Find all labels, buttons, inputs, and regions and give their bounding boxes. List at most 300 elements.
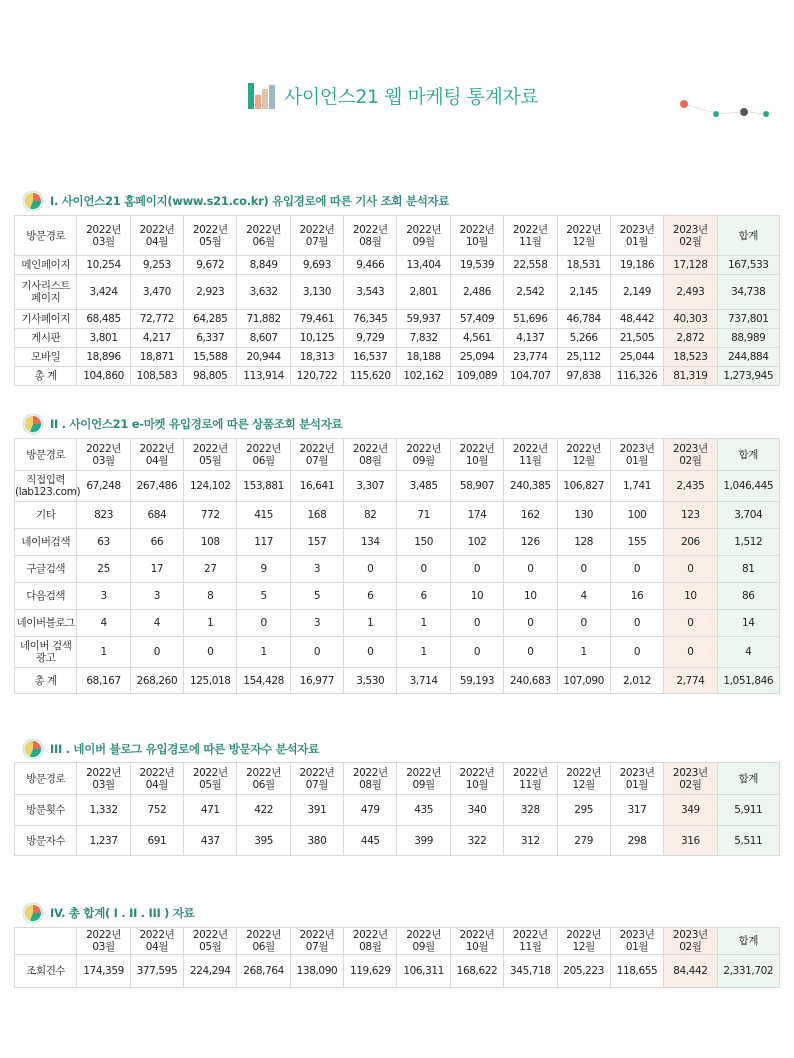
- value-cell: 312: [504, 826, 557, 856]
- value-cell: 18,523: [664, 348, 717, 367]
- value-cell: 349: [664, 795, 717, 826]
- value-cell: 7,832: [397, 329, 450, 348]
- value-cell: 279: [557, 826, 610, 856]
- header-cell-month: 2022년 10월: [450, 928, 503, 955]
- value-cell: 174: [450, 502, 503, 529]
- header-cell-month: 2022년 12월: [557, 216, 610, 256]
- value-cell: 479: [344, 795, 397, 826]
- value-cell: 0: [664, 610, 717, 637]
- value-cell: 0: [610, 610, 663, 637]
- table-row: [15, 583, 780, 610]
- value-cell: 57,409: [450, 310, 503, 329]
- value-cell: 17: [130, 556, 183, 583]
- header-cell-month: 2022년 08월: [344, 928, 397, 955]
- header-cell-month: 2022년 12월: [557, 928, 610, 955]
- header-cell-route: 방문경로: [15, 763, 77, 795]
- total-cell: 1,512: [717, 529, 779, 556]
- value-cell: 8,849: [237, 256, 290, 275]
- table-row: [15, 610, 780, 637]
- row-label: 기사페이지: [15, 310, 77, 329]
- section-pie-icon: [22, 190, 44, 212]
- value-cell: 3,307: [344, 471, 397, 502]
- value-cell: 2,149: [610, 275, 663, 310]
- value-cell: 154,428: [237, 668, 290, 694]
- value-cell: 9,693: [290, 256, 343, 275]
- header-cell-month: 2022년 05월: [184, 928, 237, 955]
- header-cell-month: 2022년 03월: [77, 439, 130, 471]
- value-cell: 15,588: [184, 348, 237, 367]
- value-cell: 19,186: [610, 256, 663, 275]
- value-cell: 0: [610, 637, 663, 668]
- value-cell: 340: [450, 795, 503, 826]
- total-cell: 81: [717, 556, 779, 583]
- value-cell: 16: [610, 583, 663, 610]
- row-label: 방문횟수: [15, 795, 77, 826]
- value-cell: 267,486: [130, 471, 183, 502]
- value-cell: 16,977: [290, 668, 343, 694]
- header-cell-month: 2023년 02월: [664, 216, 717, 256]
- value-cell: 82: [344, 502, 397, 529]
- value-cell: 4: [130, 610, 183, 637]
- value-cell: 4: [77, 610, 130, 637]
- section-pie-icon: [22, 413, 44, 435]
- value-cell: 162: [504, 502, 557, 529]
- row-label: 네이버검색: [15, 529, 77, 556]
- value-cell: 1: [77, 637, 130, 668]
- value-cell: 25,112: [557, 348, 610, 367]
- header-cell-month: 2022년 10월: [450, 439, 503, 471]
- value-cell: 3,543: [344, 275, 397, 310]
- value-cell: 104,860: [77, 367, 130, 386]
- header-cell-month: 2022년 04월: [130, 439, 183, 471]
- table-row: [15, 955, 780, 988]
- row-label: 네이버블로그: [15, 610, 77, 637]
- value-cell: 17,128: [664, 256, 717, 275]
- header-cell-month: 2022년 11월: [504, 439, 557, 471]
- value-cell: 0: [237, 610, 290, 637]
- value-cell: 0: [504, 556, 557, 583]
- header-cell-month: 2022년 05월: [184, 216, 237, 256]
- value-cell: 102: [450, 529, 503, 556]
- value-cell: 19,539: [450, 256, 503, 275]
- value-cell: 25: [77, 556, 130, 583]
- value-cell: 3,424: [77, 275, 130, 310]
- value-cell: 64,285: [184, 310, 237, 329]
- row-label: 게시판: [15, 329, 77, 348]
- value-cell: 124,102: [184, 471, 237, 502]
- header-cell-month: 2022년 10월: [450, 763, 503, 795]
- value-cell: 174,359: [77, 955, 130, 988]
- value-cell: 9,466: [344, 256, 397, 275]
- value-cell: 9,672: [184, 256, 237, 275]
- value-cell: 0: [557, 610, 610, 637]
- value-cell: 18,313: [290, 348, 343, 367]
- stats-table: [14, 215, 780, 386]
- value-cell: 153,881: [237, 471, 290, 502]
- header-cell-month: 2022년 11월: [504, 216, 557, 256]
- value-cell: 108,583: [130, 367, 183, 386]
- header-cell-month: 2022년 12월: [557, 439, 610, 471]
- section-title: [22, 738, 319, 760]
- value-cell: 2,493: [664, 275, 717, 310]
- header-cell-month: 2022년 09월: [397, 928, 450, 955]
- value-cell: 9,253: [130, 256, 183, 275]
- value-cell: 1: [344, 610, 397, 637]
- value-cell: 0: [344, 637, 397, 668]
- section-title-text: II . 사이언스21 e-마켓 유입경로에 따른 상품조회 분석자료: [50, 417, 343, 431]
- stats-table: [14, 438, 780, 694]
- value-cell: 0: [664, 637, 717, 668]
- value-cell: 5: [237, 583, 290, 610]
- header-cell-total: 합계: [717, 928, 779, 955]
- value-cell: 6,337: [184, 329, 237, 348]
- total-cell: 244,884: [717, 348, 779, 367]
- value-cell: 380: [290, 826, 343, 856]
- header-cell-month: 2022년 07월: [290, 216, 343, 256]
- row-label: 총 계: [15, 668, 77, 694]
- header-cell-month: 2022년 03월: [77, 763, 130, 795]
- value-cell: 100: [610, 502, 663, 529]
- value-cell: 118,655: [610, 955, 663, 988]
- header-cell-month: 2022년 06월: [237, 439, 290, 471]
- value-cell: 2,801: [397, 275, 450, 310]
- value-cell: 316: [664, 826, 717, 856]
- row-label: 기타: [15, 502, 77, 529]
- total-cell: 1,046,445: [717, 471, 779, 502]
- value-cell: 138,090: [290, 955, 343, 988]
- value-cell: 0: [130, 637, 183, 668]
- header-cell-month: 2022년 10월: [450, 216, 503, 256]
- value-cell: 0: [290, 637, 343, 668]
- row-label: 메인페이지: [15, 256, 77, 275]
- total-cell: 14: [717, 610, 779, 637]
- value-cell: 3,632: [237, 275, 290, 310]
- value-cell: 0: [610, 556, 663, 583]
- value-cell: 115,620: [344, 367, 397, 386]
- header-cell-month: 2022년 07월: [290, 763, 343, 795]
- value-cell: 1,741: [610, 471, 663, 502]
- header-cell-total: 합계: [717, 216, 779, 256]
- value-cell: 5,266: [557, 329, 610, 348]
- total-cell: 88,989: [717, 329, 779, 348]
- value-cell: 0: [504, 637, 557, 668]
- value-cell: 18,896: [77, 348, 130, 367]
- value-cell: 1: [237, 637, 290, 668]
- value-cell: 81,319: [664, 367, 717, 386]
- value-cell: 10,125: [290, 329, 343, 348]
- value-cell: 71,882: [237, 310, 290, 329]
- value-cell: 377,595: [130, 955, 183, 988]
- value-cell: 295: [557, 795, 610, 826]
- value-cell: 691: [130, 826, 183, 856]
- value-cell: 391: [290, 795, 343, 826]
- value-cell: 268,764: [237, 955, 290, 988]
- total-cell: 2,331,702: [717, 955, 779, 988]
- value-cell: 128: [557, 529, 610, 556]
- value-cell: 106,827: [557, 471, 610, 502]
- stats-table: [14, 927, 780, 988]
- total-cell: 1,273,945: [717, 367, 779, 386]
- value-cell: 1: [397, 610, 450, 637]
- value-cell: 0: [344, 556, 397, 583]
- value-cell: 3,130: [290, 275, 343, 310]
- table-row: [15, 275, 780, 310]
- value-cell: 240,683: [504, 668, 557, 694]
- value-cell: 126: [504, 529, 557, 556]
- value-cell: 48,442: [610, 310, 663, 329]
- value-cell: 116,326: [610, 367, 663, 386]
- value-cell: 8,607: [237, 329, 290, 348]
- value-cell: 0: [397, 556, 450, 583]
- header-cell-month: 2022년 06월: [237, 928, 290, 955]
- decorative-graphic-icon: [668, 100, 780, 130]
- header-cell-month: 2022년 08월: [344, 216, 397, 256]
- value-cell: 23,774: [504, 348, 557, 367]
- value-cell: 13,404: [397, 256, 450, 275]
- total-cell: 86: [717, 583, 779, 610]
- value-cell: 0: [664, 556, 717, 583]
- value-cell: 4,137: [504, 329, 557, 348]
- section-title: [22, 413, 342, 435]
- header-cell-month: 2022년 08월: [344, 439, 397, 471]
- value-cell: 16,641: [290, 471, 343, 502]
- value-cell: 322: [450, 826, 503, 856]
- table-row: [15, 256, 780, 275]
- total-cell: 3,704: [717, 502, 779, 529]
- header-cell-month: 2023년 01월: [610, 928, 663, 955]
- value-cell: 9,729: [344, 329, 397, 348]
- stats-table: [14, 762, 780, 856]
- value-cell: 3: [290, 610, 343, 637]
- value-cell: 130: [557, 502, 610, 529]
- value-cell: 18,188: [397, 348, 450, 367]
- value-cell: 59,937: [397, 310, 450, 329]
- value-cell: 84,442: [664, 955, 717, 988]
- value-cell: 0: [504, 610, 557, 637]
- value-cell: 168,622: [450, 955, 503, 988]
- value-cell: 5: [290, 583, 343, 610]
- value-cell: 150: [397, 529, 450, 556]
- table-row: [15, 329, 780, 348]
- value-cell: 2,542: [504, 275, 557, 310]
- table-header-row: [15, 928, 780, 955]
- row-label: 직접입력 (lab123.com): [15, 471, 77, 502]
- value-cell: 1: [557, 637, 610, 668]
- total-cell: 4: [717, 637, 779, 668]
- total-cell: 5,511: [717, 826, 779, 856]
- value-cell: 97,838: [557, 367, 610, 386]
- row-label: 기사리스트 페이지: [15, 275, 77, 310]
- section-title-text: IV. 총 합계( I . II . III ) 자료: [50, 906, 195, 920]
- value-cell: 205,223: [557, 955, 610, 988]
- header-cell-route: [15, 928, 77, 955]
- value-cell: 113,914: [237, 367, 290, 386]
- header-cell-month: 2022년 03월: [77, 928, 130, 955]
- value-cell: 471: [184, 795, 237, 826]
- value-cell: 18,531: [557, 256, 610, 275]
- value-cell: 224,294: [184, 955, 237, 988]
- value-cell: 415: [237, 502, 290, 529]
- value-cell: 20,944: [237, 348, 290, 367]
- total-cell: 167,533: [717, 256, 779, 275]
- value-cell: 108: [184, 529, 237, 556]
- section-pie-icon: [22, 902, 44, 924]
- section-title-text: III . 네이버 블로그 유입경로에 따른 방문자수 분석자료: [50, 742, 319, 756]
- page-title: 사이언스21 웹 마케팅 통계자료: [284, 85, 539, 108]
- table-row: [15, 502, 780, 529]
- value-cell: 109,089: [450, 367, 503, 386]
- value-cell: 25,094: [450, 348, 503, 367]
- value-cell: 399: [397, 826, 450, 856]
- table-header-row: [15, 763, 780, 795]
- value-cell: 345,718: [504, 955, 557, 988]
- value-cell: 0: [450, 556, 503, 583]
- value-cell: 18,871: [130, 348, 183, 367]
- value-cell: 1,332: [77, 795, 130, 826]
- header-cell-month: 2022년 12월: [557, 763, 610, 795]
- value-cell: 168: [290, 502, 343, 529]
- header-cell-month: 2023년 02월: [664, 928, 717, 955]
- header-cell-month: 2023년 01월: [610, 216, 663, 256]
- total-cell: 1,051,846: [717, 668, 779, 694]
- value-cell: 1: [397, 637, 450, 668]
- value-cell: 98,805: [184, 367, 237, 386]
- header-cell-month: 2023년 01월: [610, 763, 663, 795]
- value-cell: 684: [130, 502, 183, 529]
- header-cell-route: 방문경로: [15, 216, 77, 256]
- value-cell: 10: [664, 583, 717, 610]
- value-cell: 76,345: [344, 310, 397, 329]
- header-cell-month: 2023년 02월: [664, 439, 717, 471]
- value-cell: 0: [557, 556, 610, 583]
- row-label: 조회건수: [15, 955, 77, 988]
- value-cell: 422: [237, 795, 290, 826]
- header-cell-month: 2023년 02월: [664, 763, 717, 795]
- header-cell-route: 방문경로: [15, 439, 77, 471]
- header-cell-month: 2022년 03월: [77, 216, 130, 256]
- value-cell: 395: [237, 826, 290, 856]
- header-cell-month: 2022년 09월: [397, 763, 450, 795]
- value-cell: 10,254: [77, 256, 130, 275]
- value-cell: 125,018: [184, 668, 237, 694]
- value-cell: 117: [237, 529, 290, 556]
- header-cell-month: 2022년 07월: [290, 439, 343, 471]
- value-cell: 2,923: [184, 275, 237, 310]
- value-cell: 4,561: [450, 329, 503, 348]
- total-cell: 34,738: [717, 275, 779, 310]
- row-label: 모바일: [15, 348, 77, 367]
- table-row: [15, 529, 780, 556]
- row-label: 총 계: [15, 367, 77, 386]
- value-cell: 437: [184, 826, 237, 856]
- value-cell: 10: [450, 583, 503, 610]
- value-cell: 123: [664, 502, 717, 529]
- header-cell-month: 2022년 06월: [237, 216, 290, 256]
- value-cell: 240,385: [504, 471, 557, 502]
- header-cell-month: 2022년 06월: [237, 763, 290, 795]
- table-row: [15, 471, 780, 502]
- header-cell-total: 합계: [717, 439, 779, 471]
- value-cell: 22,558: [504, 256, 557, 275]
- value-cell: 66: [130, 529, 183, 556]
- value-cell: 0: [450, 610, 503, 637]
- value-cell: 6: [344, 583, 397, 610]
- bar-chart-logo-icon: [248, 81, 278, 109]
- value-cell: 120,722: [290, 367, 343, 386]
- table-row: [15, 795, 780, 826]
- value-cell: 16,537: [344, 348, 397, 367]
- value-cell: 3: [130, 583, 183, 610]
- total-cell: 5,911: [717, 795, 779, 826]
- value-cell: 106,311: [397, 955, 450, 988]
- header-cell-total: 합계: [717, 763, 779, 795]
- value-cell: 25,044: [610, 348, 663, 367]
- header-cell-month: 2022년 09월: [397, 439, 450, 471]
- value-cell: 435: [397, 795, 450, 826]
- value-cell: 58,907: [450, 471, 503, 502]
- row-label: 네이버 검색 광고: [15, 637, 77, 668]
- header-cell-month: 2023년 01월: [610, 439, 663, 471]
- value-cell: 3: [290, 556, 343, 583]
- value-cell: 2,872: [664, 329, 717, 348]
- table-row: [15, 637, 780, 668]
- table-row: [15, 668, 780, 694]
- header-cell-month: 2022년 07월: [290, 928, 343, 955]
- value-cell: 134: [344, 529, 397, 556]
- value-cell: 9: [237, 556, 290, 583]
- value-cell: 206: [664, 529, 717, 556]
- value-cell: 317: [610, 795, 663, 826]
- table-row: [15, 348, 780, 367]
- value-cell: 119,629: [344, 955, 397, 988]
- header-cell-month: 2022년 09월: [397, 216, 450, 256]
- value-cell: 268,260: [130, 668, 183, 694]
- header-cell-month: 2022년 05월: [184, 439, 237, 471]
- value-cell: 752: [130, 795, 183, 826]
- header-cell-month: 2022년 04월: [130, 763, 183, 795]
- table-header-row: [15, 439, 780, 471]
- section-title: [22, 190, 449, 212]
- table-row: [15, 556, 780, 583]
- value-cell: 72,772: [130, 310, 183, 329]
- value-cell: 2,774: [664, 668, 717, 694]
- header-cell-month: 2022년 05월: [184, 763, 237, 795]
- value-cell: 3,801: [77, 329, 130, 348]
- page-title-area: [248, 80, 538, 110]
- value-cell: 2,435: [664, 471, 717, 502]
- section-title-text: I. 사이언스21 홈페이지(www.s21.co.kr) 유입경로에 따른 기사 조회 분석자료: [50, 194, 450, 208]
- value-cell: 79,461: [290, 310, 343, 329]
- row-label: 방문자수: [15, 826, 77, 856]
- header-cell-month: 2022년 08월: [344, 763, 397, 795]
- value-cell: 68,485: [77, 310, 130, 329]
- value-cell: 0: [184, 637, 237, 668]
- value-cell: 21,505: [610, 329, 663, 348]
- table-row: [15, 310, 780, 329]
- value-cell: 4,217: [130, 329, 183, 348]
- value-cell: 445: [344, 826, 397, 856]
- value-cell: 3,530: [344, 668, 397, 694]
- value-cell: 104,707: [504, 367, 557, 386]
- value-cell: 71: [397, 502, 450, 529]
- value-cell: 1,237: [77, 826, 130, 856]
- total-cell: 737,801: [717, 310, 779, 329]
- value-cell: 2,012: [610, 668, 663, 694]
- header-cell-month: 2022년 11월: [504, 928, 557, 955]
- table-header-row: [15, 216, 780, 256]
- value-cell: 157: [290, 529, 343, 556]
- value-cell: 40,303: [664, 310, 717, 329]
